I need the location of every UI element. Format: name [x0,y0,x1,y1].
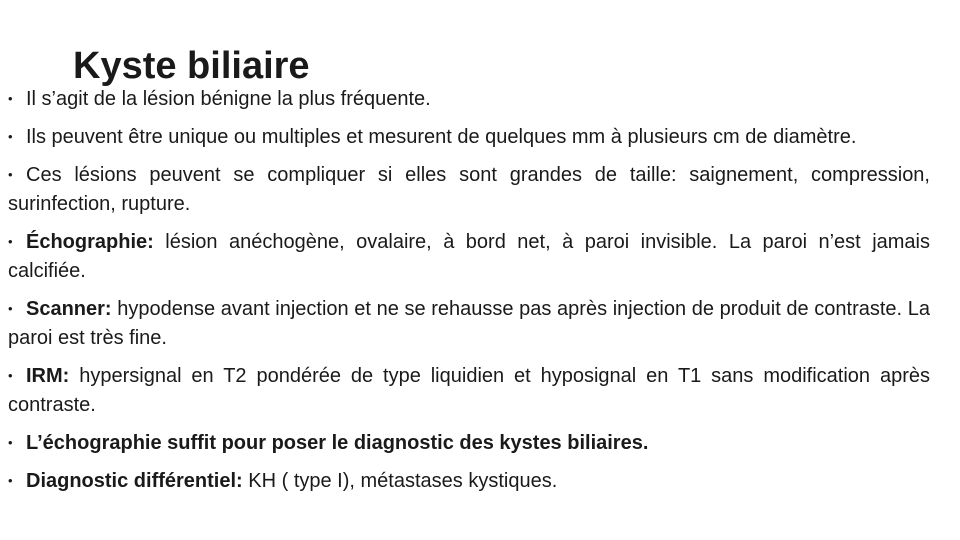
bullet-item [8,466,930,496]
bullet-text: Ces lésions peuvent se compliquer si elles sont grandes de taille: saignement, compression, surinfection, rupture. [8,164,930,215]
bullet-bold-text: Scanner: [26,298,112,320]
bullet-bold-text: Échographie: [26,231,154,253]
bullet-icon: • [8,91,13,106]
bullet-bold-text: L’échographie suffit pour poser le diagnostic des kystes biliaires. [26,432,649,454]
bullet-icon: • [8,301,13,316]
bullet-item [8,428,930,458]
bullet-bold-text: Diagnostic différentiel: [26,470,243,492]
bullet-list [8,84,930,504]
bullet-item [8,361,930,420]
bullet-text: hypodense avant injection et ne se rehausse pas après injection de produit de contraste. La paroi est très fine. [8,298,930,349]
bullet-text: Ils peuvent être unique ou multiples et mesurent de quelques mm à plusieurs cm de diamètre. [26,126,857,148]
bullet-icon: • [8,234,13,249]
bullet-icon: • [8,435,13,450]
bullet-bold-text: IRM: [26,365,70,387]
bullet-text: lésion anéchogène, ovalaire, à bord net, à paroi invisible. La paroi n’est jamais calcifiée. [8,231,930,282]
bullet-icon: • [8,129,13,144]
slide-title: Kyste biliaire [73,45,310,87]
bullet-icon: • [8,167,13,182]
bullet-item [8,122,930,152]
bullet-item [8,294,930,353]
bullet-item [8,84,930,114]
bullet-item [8,227,930,286]
bullet-icon: • [8,368,13,383]
bullet-item [8,160,930,219]
bullet-text: Il s’agit de la lésion bénigne la plus fréquente. [26,88,431,110]
bullet-icon: • [8,473,13,488]
bullet-text: hypersignal en T2 pondérée de type liquidien et hyposignal en T1 sans modification après contraste. [8,365,930,416]
bullet-text: KH ( type I), métastases kystiques. [242,470,558,492]
